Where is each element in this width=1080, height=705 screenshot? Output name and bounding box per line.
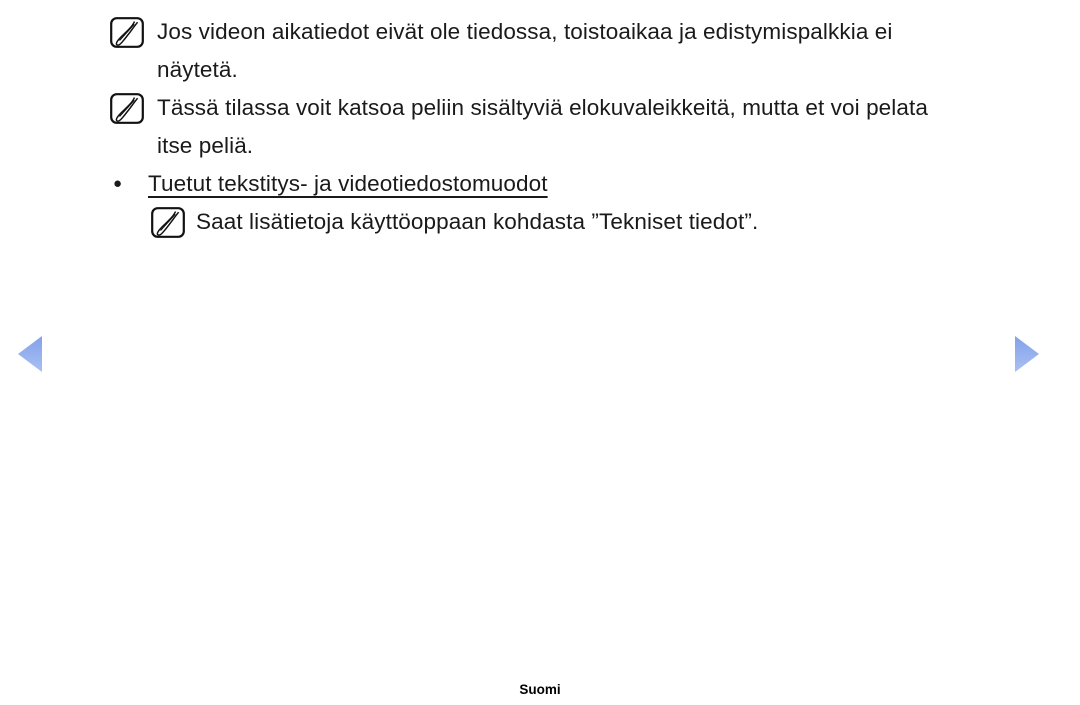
note-line: Jos videon aikatiedot eivät ole tiedossa, toistoaikaa ja edistymispalkkia ei (157, 19, 893, 44)
section-title: Tuetut tekstitys- ja videotiedostomuodot (148, 171, 548, 196)
next-page-button[interactable] (1013, 334, 1041, 374)
note-icon (110, 17, 144, 48)
note-line: itse peliä. (157, 133, 254, 158)
bullet-icon: ● (113, 175, 123, 192)
note-icon (151, 207, 185, 238)
note-line: Tässä tilassa voit katsoa peliin sisältyviä elokuvaleikkeitä, mutta et voi pelata (157, 95, 928, 120)
sub-note-item (0, 203, 1080, 241)
note-line: Saat lisätietoja käyttöoppaan kohdasta ”Tekniset tiedot”. (196, 209, 759, 234)
bullet-item (0, 165, 1080, 203)
footer-language: Suomi (519, 682, 561, 697)
right-triangle-icon (1013, 334, 1041, 374)
page-content (0, 13, 1080, 241)
note-text (157, 89, 928, 165)
prev-page-button[interactable] (16, 334, 44, 374)
note-item (0, 89, 1080, 165)
left-triangle-icon (16, 334, 44, 374)
note-icon (110, 93, 144, 124)
note-item (0, 13, 1080, 89)
note-text (157, 13, 893, 89)
note-text (196, 203, 758, 241)
note-line: näytetä. (157, 57, 238, 82)
